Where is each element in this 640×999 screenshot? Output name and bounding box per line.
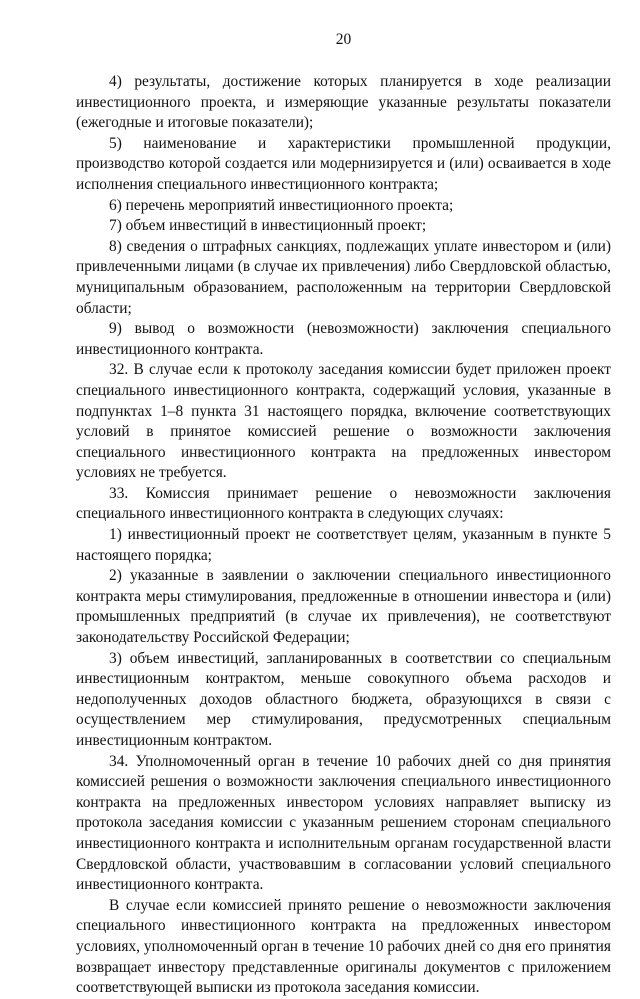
paragraph-item-8-penalties: 8) сведения о штрафных санкциях, подлежащих уплате инвестором и (или) привлеченными лицами (в случае их привлечения) либо Свердловской областью, муниципальным образованием, расположенным на территории Свердловской области;: [76, 237, 611, 317]
paragraph-item-7-investment-volume: 7) объем инвестиций в инвестиционный проект;: [109, 217, 427, 235]
paragraph-clause-32: 32. В случае если к протоколу заседания комиссии будет приложен проект специального инвестиционного контракта, содержащий условия, указанные в подпунктах 1–8 пункта 31 настоящего порядка, включение соответствующих условий в принятое комиссией решение о возможности заключения специального инвестиционного контракта на предложенных инвестором условиях не требуется.: [76, 361, 611, 482]
paragraph-item-6-activities: 6) перечень мероприятий инвестиционного проекта;: [109, 196, 454, 214]
paragraph-clause-34-rejection: В случае если комиссией принято решение о невозможности заключения специального инвестиционного контракта на предложенных инвестором условиях, уполномоченный орган в течение 10 рабочих дней со дня его принятия возвращает инвестору представленные оригиналы документов с приложением соответствующей выписки из протокола заседания комиссии.: [76, 896, 611, 997]
paragraph-clause-33-item-3: 3) объем инвестиций, запланированных в соответствии со специальным инвестиционным контрактом, меньше совокупного объема расходов и недополученных доходов областного бюджета, образующихся в связи с осуществлением мер стимулирования, предусмотренных специальным инвестиционным контрактом.: [76, 649, 611, 749]
paragraph-item-4-results: 4) результаты, достижение которых планируется в ходе реализации инвестиционного проекта, и измеряющие указанные результаты показатели (ежегодные и итоговые показатели);: [76, 73, 611, 132]
document-body: [76, 72, 611, 999]
paragraph-clause-33-item-1: 1) инвестиционный проект не соответствует целям, указанным в пункте 5 настоящего порядка;: [76, 526, 611, 564]
paragraph-item-5-products: 5) наименование и характеристики промышленной продукции, производство которой создается или модернизируется и (или) осваивается в ходе исполнения специального инвестиционного контракта;: [76, 134, 611, 193]
paragraph-clause-34: 34. Уполномоченный орган в течение 10 рабочих дней со дня принятия комиссией решения о возможности заключения специального инвестиционного контракта на предложенных инвестором условиях направляет выписку из протокола заседания комиссии с указанным решением сторонам специального инвестиционного контракта и исполнительным органам государственной власти Свердловской области, участвовавшим в согласовании условий специального инвестиционного контракта.: [76, 752, 611, 894]
page-number: 20: [335, 31, 352, 48]
paragraph-clause-33: 33. Комиссия принимает решение о невозможности заключения специального инвестиционного контракта в следующих случаях:: [76, 484, 611, 523]
paragraph-item-9-conclusion: 9) вывод о возможности (невозможности) заключения специального инвестиционного контракта.: [76, 320, 611, 358]
paragraph-clause-33-item-2: 2) указанные в заявлении о заключении специального инвестиционного контракта меры стимулирования, предложенные в отношении инвестора и (или) промышленных предприятий (в случае их привлечения), не соответствуют законодательству Российской Федерации;: [76, 567, 611, 647]
